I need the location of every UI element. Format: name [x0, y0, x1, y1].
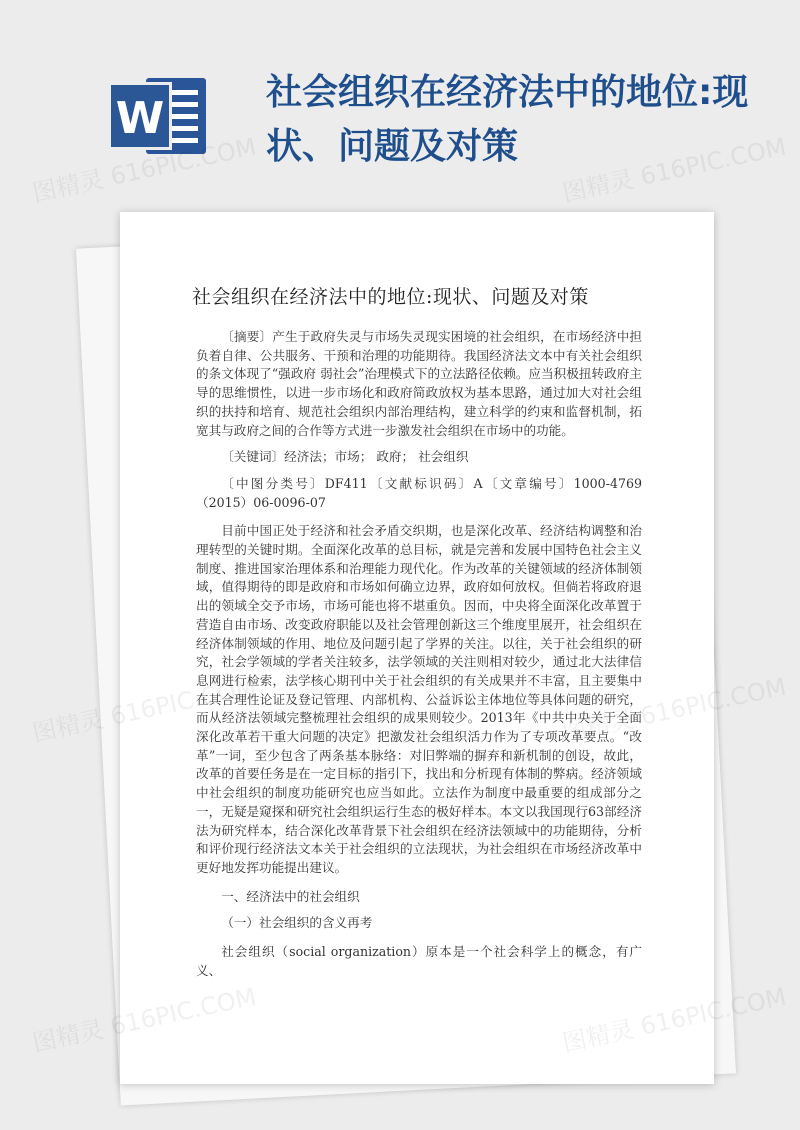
- section-heading: 一、经济法中的社会组织: [221, 888, 360, 904]
- watermark: 图精灵: [30, 704, 107, 748]
- word-w-icon: W: [108, 82, 172, 150]
- section-paragraph: 社会组织（social organization）原本是一个社会科学上的概念，有广义、: [196, 944, 642, 978]
- watermark: 图精灵 616PIC.COM: [30, 132, 259, 208]
- watermark: 图精灵 616PIC.COM: [560, 132, 789, 208]
- document-page: [120, 212, 714, 1084]
- header-title: 社会组织在经济法中的地位:现状、问题及对策: [266, 72, 749, 167]
- classification-line: 〔中图分类号〕DF411〔文献标识码〕A〔文章编号〕1000-4769（2015）06-0096-07: [196, 475, 642, 510]
- subsection-heading: （一）社会组织的含义再考: [221, 915, 373, 931]
- intro-paragraph: 目前中国正处于经济和社会矛盾交织期，也是深化改革、经济结构调整和治理转型的关键时期。全面深化改革的总目标，就是完善和发展中国特色社会主义制度、推进国家治理体系和治理能力现代化。作为改革的关键领域的经济体制领域，值得期待的即是政府和市场如何确立边界，政府如何放权。但倘若将政府退出的领域全交予市场，市场可能也将不堪重负。因而，中央将全面深化改革置于营造自由市场、改变政府职能以及社会管理创新这三个维度里展开，社会组织在经济体制领域的作用、地位及问题引起了学界的关注。以往，关于社会组织的研究，社会学领域的学者关注较多，法学领域的关注则相对较少，通过北大法律信息网进行检索，法学核心期刊中关于社会组织的有关成果并不丰富，且主要集中在其合理性论证及登记管理、内部机构、公益诉讼主体地位等具体问题的研究，而从经济法领域完整梳理社会组织的成果则较少。2013年《中共中央关于全面深化改革若干重大问题的决定》把激发社会组织活力作为了专项改革要点。“改革”一词，至少包含了两条基本脉络：对旧弊端的摒弃和新机制的创设，故此，改革的首要任务是在一定目标的指引下，找出和分析现有体制的弊病。经济领域中社会组织的制度功能研究也应当如此。立法作为制度中最重要的组成部分之一，无疑是窥探和研究社会组织运行生态的极好样本。本文以我国现行63部经济法为研究样本，结合深化改革背景下社会组织在经济法领域中的功能期待，分析和评价现行经济法文本关于社会组织的立法现状，为社会组织在市场经济改革中更好地发挥功能提出建议。: [196, 523, 642, 875]
- document-body: [196, 328, 642, 981]
- keywords-line: 〔关键词〕经济法；市场； 政府； 社会组织: [221, 449, 469, 465]
- word-logo: [108, 72, 206, 160]
- watermark: 图精灵: [30, 1014, 107, 1058]
- abstract-paragraph: 〔摘要〕产生于政府失灵与市场失灵现实困境的社会组织，在市场经济中担负着自律、公共服务、干预和治理的功能期待。我国经济法文本中有关社会组织的条文体现了“强政府 弱社会”治理模式下的立法路径依赖。应当积极扭转政府主导的思维惯性，以进一步市场化和政府简政放权为基本思路，通过加大对社会组织的扶持和培育、规范社会组织内部治理结构，建立科学的约束和监督机制，拓宽其与政府之间的合作等方式进一步激发社会组织在市场中的功能。: [196, 329, 642, 438]
- document-title: 社会组织在经济法中的地位:现状、问题及对策: [192, 286, 589, 308]
